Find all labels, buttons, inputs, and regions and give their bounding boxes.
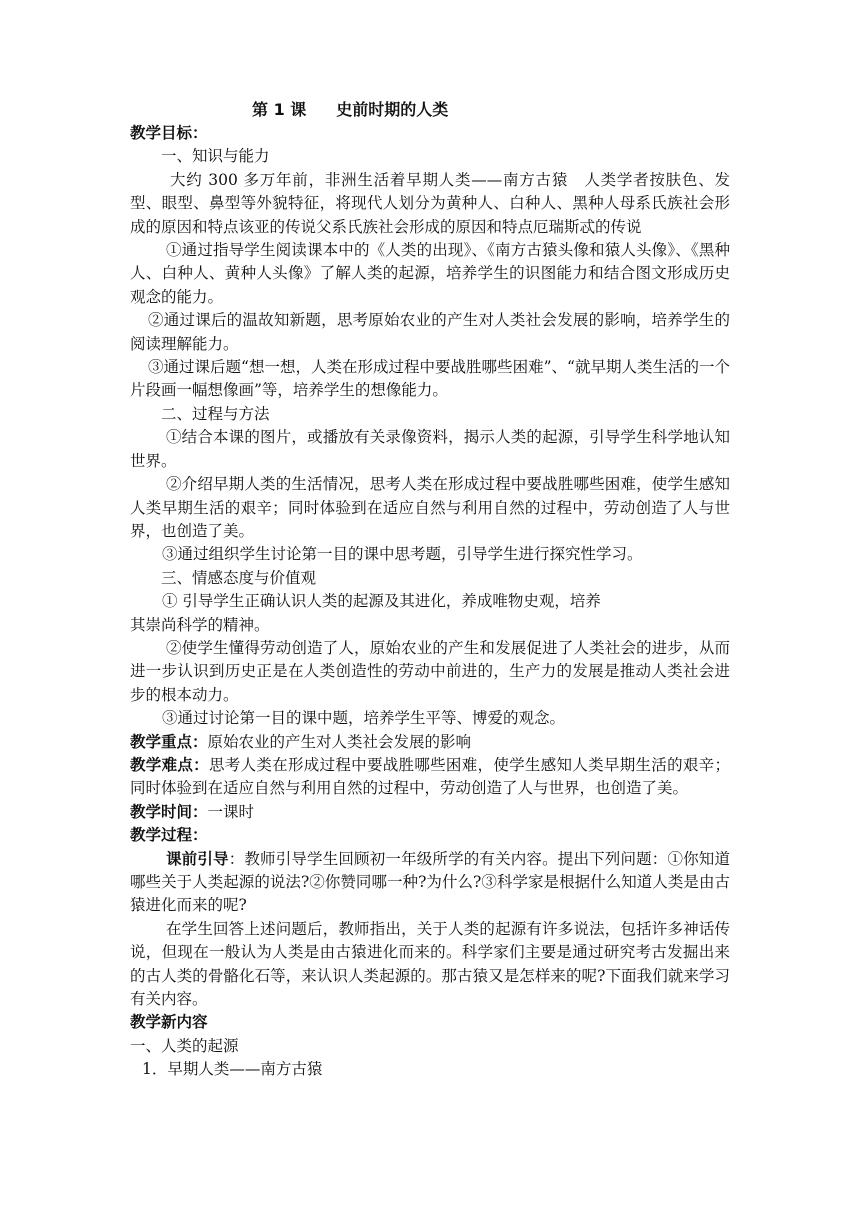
key-point-text: 原始农业的产生对人类社会发展的影响 xyxy=(207,732,472,751)
section-process-heading: 二、过程与方法 xyxy=(161,404,270,423)
document-page xyxy=(130,98,730,1082)
knowledge-item-2: ②通过课后的温故知新题，思考原始农业的产生对人类社会发展的影响，培养学生的阅读理解能力。 xyxy=(130,311,730,353)
values-item-2: ②使学生懂得劳动创造了人，原始农业的产生和发展促进了人类社会的进步，从而进一步认识到历史正是在人类创造性的劳动中前进的，生产力的发展是推动人类社会进步的根本动力。 xyxy=(130,638,730,704)
difficult-point-text: 思考人类在形成过程中要战胜哪些困难，使学生感知人类早期生活的艰辛；同时体验到在适应自然与利用自然的过程中，劳动创造了人与世界，也创造了美。 xyxy=(130,755,730,798)
intro-paragraph-2: 在学生回答上述问题后，教师指出，关于人类的起源有许多说法，包括许多神话传说，但现在一般认为人类是由古猿进化而来的。科学家们主要是通过研究考古发掘出来的古人类的骨骼化石等，来认识人类起源的。那古猿又是怎样来的呢?下面我们就来学习有关内容。 xyxy=(130,919,730,1009)
values-item-1-line-1: ① 引导学生正确认识人类的起源及其进化，养成唯物史观，培养 xyxy=(162,592,601,611)
knowledge-item-3: ③通过课后题“想一想，人类在形成过程中要战胜哪些困难”、“就早期人类生活的一个片段画一幅想像画”等，培养学生的想像能力。 xyxy=(130,358,730,400)
section-knowledge-heading: 一、知识与能力 xyxy=(161,147,270,166)
teaching-time-label: 教学时间： xyxy=(130,802,208,821)
teaching-time-text: 一课时 xyxy=(207,802,255,821)
process-item-3: ③通过组织学生讨论第一目的课中思考题，引导学生进行探究性学习。 xyxy=(162,545,643,564)
section-values-heading: 三、情感态度与价值观 xyxy=(161,568,317,587)
difficult-point-label: 教学难点： xyxy=(130,755,209,774)
key-point-label: 教学重点： xyxy=(130,732,208,751)
lesson-name: 史前时期的人类 xyxy=(336,100,449,119)
teaching-goals-label: 教学目标： xyxy=(130,124,208,142)
knowledge-item-1: ①通过指导学生阅读课本中的《人类的出现》、《南方古猿头像和猿人头像》、《黑种人、白种人、黄种人头像》了解人类的起源，培养学生的识图能力和结合图文形成历史观念的能力。 xyxy=(130,241,730,306)
new-content-label: 教学新内容 xyxy=(130,1013,208,1032)
intro-text: ：教师引导学生回顾初一年级所学的有关内容。提出下列问题：①你知道哪些关于人类起源的说法?②你赞同哪一种?为什么?③科学家是根据什么知道人类是由古猿进化而来的呢? xyxy=(130,849,730,915)
lesson-number: 第 1 课 xyxy=(252,100,307,119)
process-item-2: ②介绍早期人类的生活情况，思考人类在形成过程中要战胜哪些困难，使学生感知人类早期生活的艰辛；同时体验到在适应自然与利用自然的过程中，劳动创造了人与世界，也创造了美。 xyxy=(130,475,730,540)
teaching-time xyxy=(130,801,730,824)
process-item-1: ①结合本课的图片，或播放有关录像资料，揭示人类的起源，引导学生科学地认知世界。 xyxy=(130,428,730,470)
intro-label: 课前引导 xyxy=(166,849,229,868)
lesson-title xyxy=(252,98,730,122)
difficult-point xyxy=(130,754,730,801)
intro-paragraph xyxy=(130,848,730,918)
knowledge-intro-paragraph: 大约 300 多万年前，非洲生活着早期人类——南方古猿 人类学者按肤色、发型、眼型、鼻型等外貌特征，将现代人划分为黄种人、白种人、黑种人母系氏族社会形成的原因和特点该亚的传说父系氏族社会形成的原因和特点厄瑞斯忒的传说 xyxy=(130,170,730,236)
values-item-1-line-2: 其崇尚科学的精神。 xyxy=(130,615,270,634)
part-1-subheading-1: 1．早期人类——南方古猿 xyxy=(142,1060,323,1079)
teaching-process-label: 教学过程： xyxy=(130,826,208,845)
key-point xyxy=(130,731,730,754)
values-item-3: ③通过讨论第一目的课中题，培养学生平等、博爱的观念。 xyxy=(162,709,566,728)
part-1-heading: 一、人类的起源 xyxy=(130,1036,239,1055)
